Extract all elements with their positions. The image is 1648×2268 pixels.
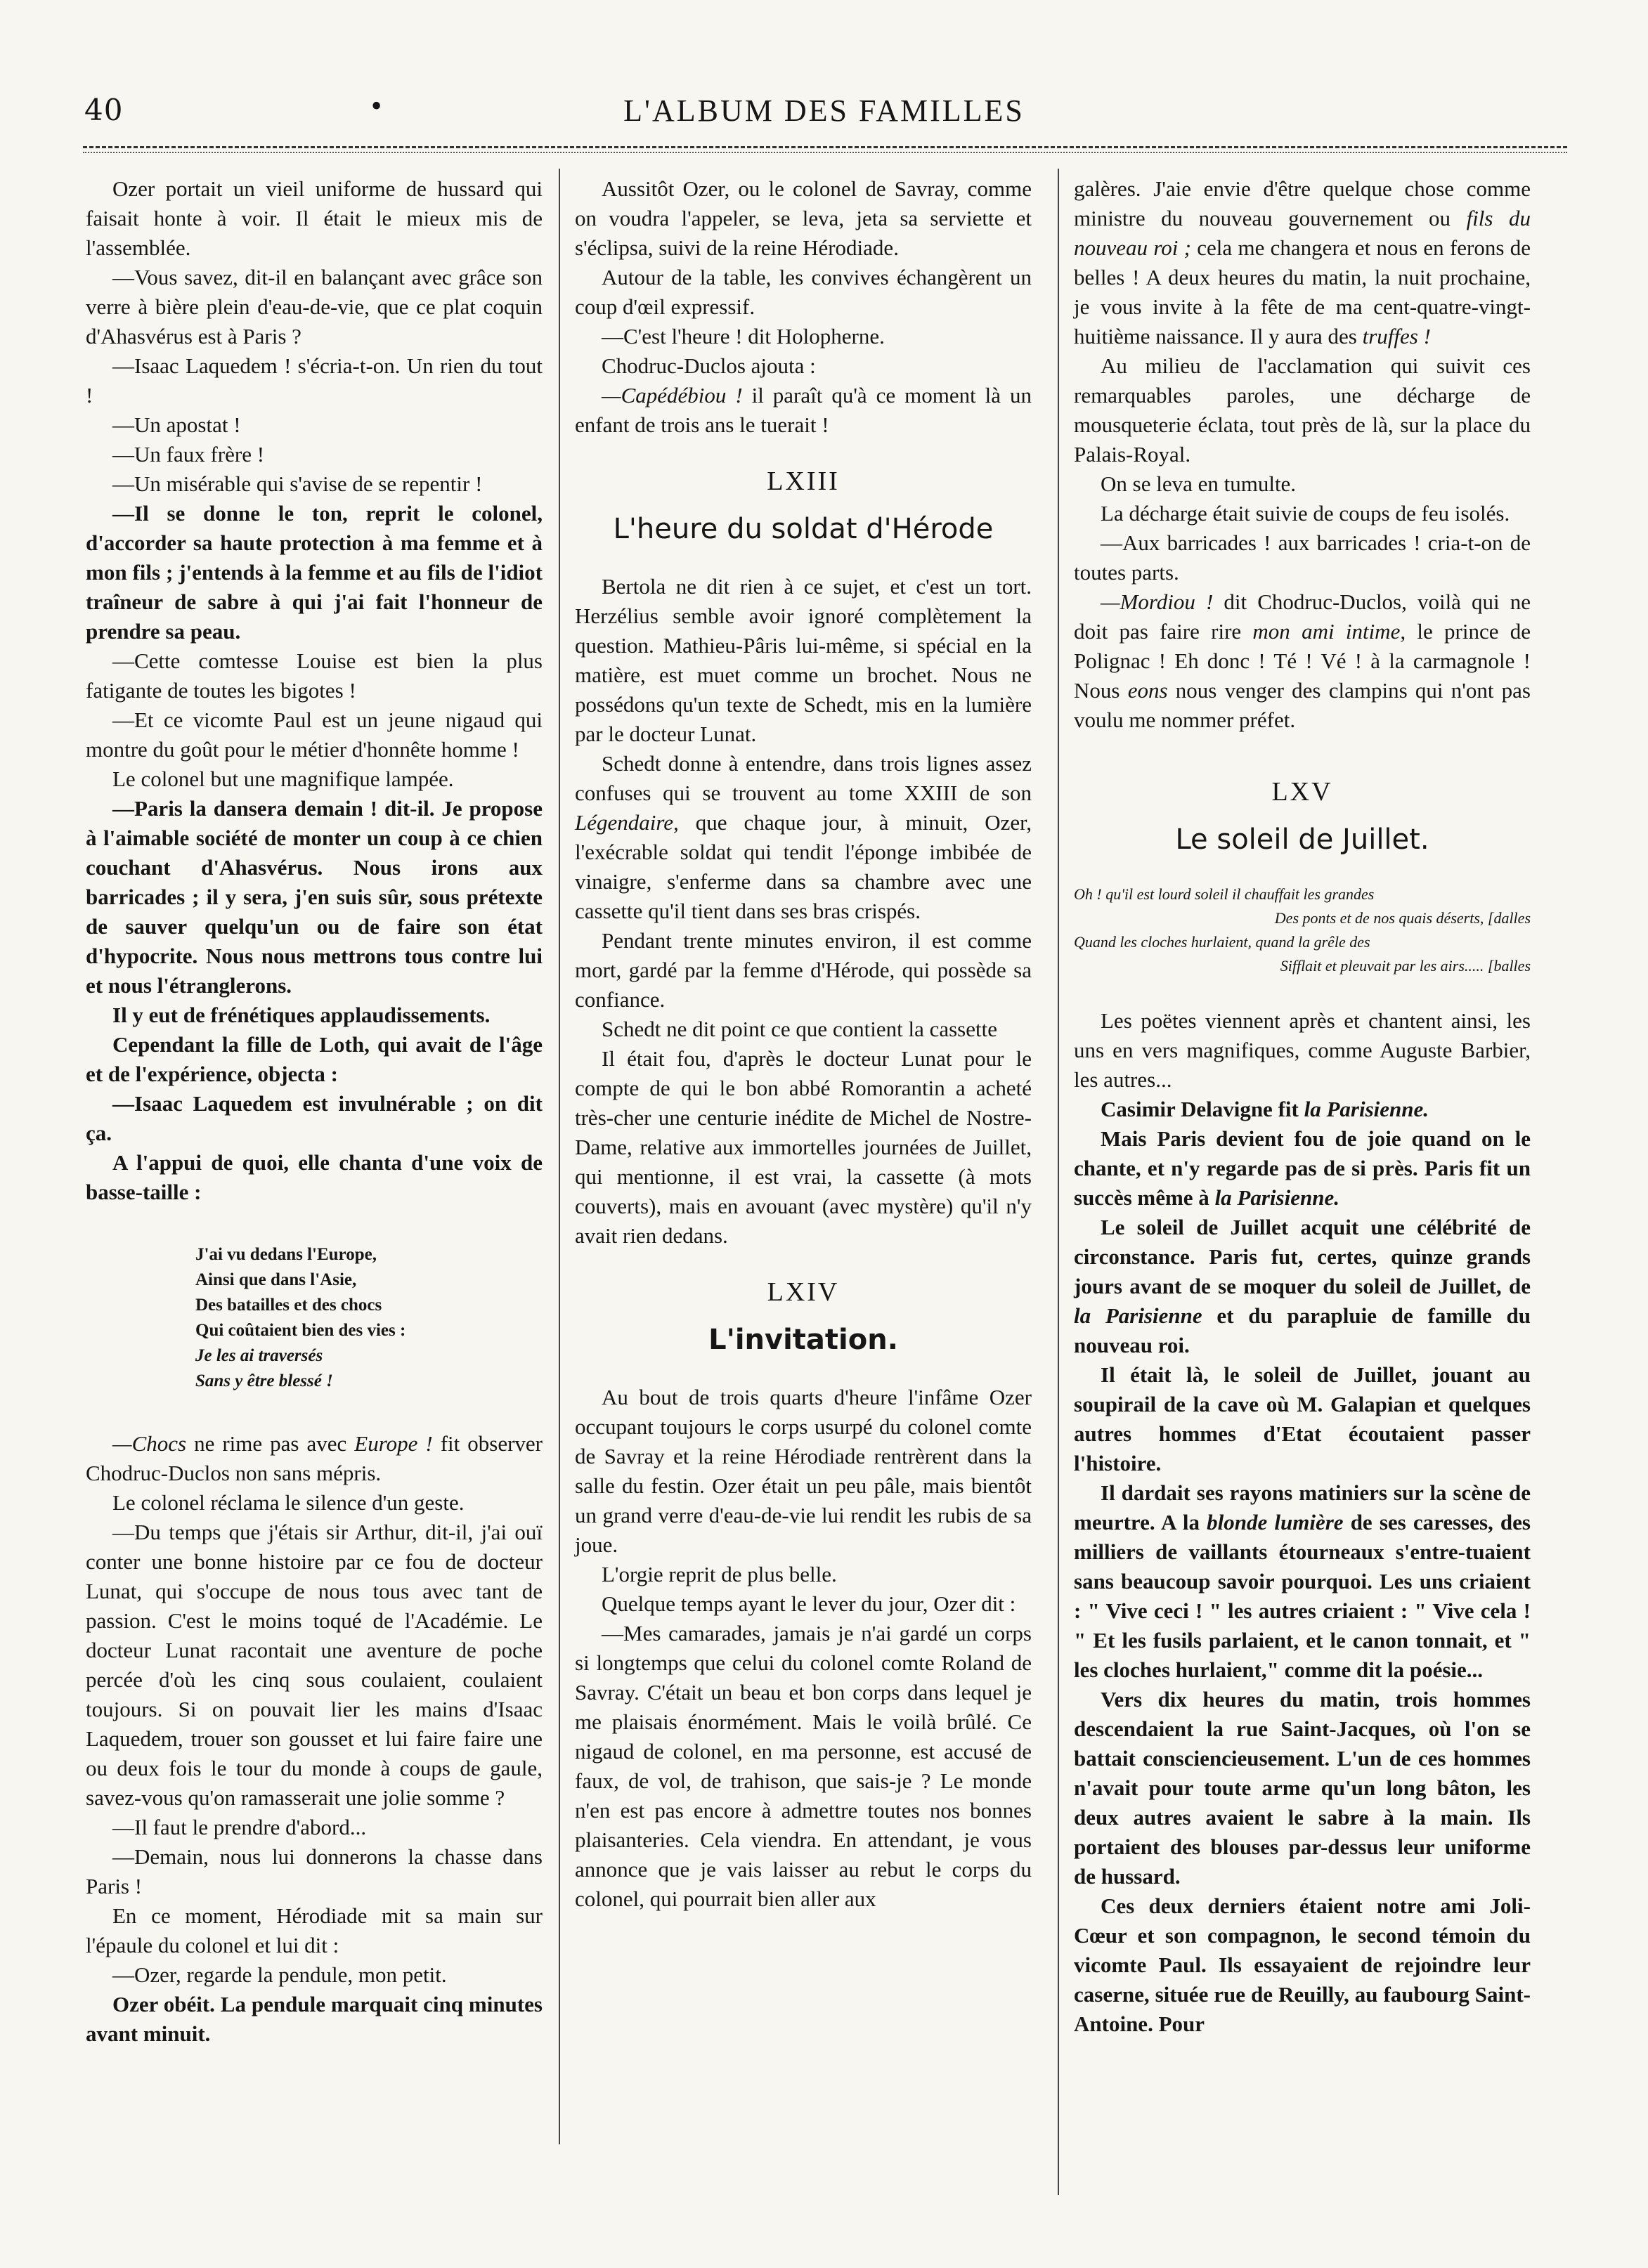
text-run: ne rime pas avec [186, 1431, 355, 1456]
column-divider-1 [559, 169, 560, 2144]
paragraph [1074, 174, 1531, 351]
text-run: il paraît qu'à ce moment là un enfant de trois ans le tuerait ! [575, 383, 1032, 437]
text-run: mon ami intime, [1252, 619, 1406, 644]
verse-line: Oh ! qu'il est lourd soleil il chauffait les grandes [1074, 885, 1375, 903]
paragraph [1074, 587, 1531, 735]
paragraph: Vers dix heures du matin, trois hommes descendaient la rue Saint-Jacques, où l'on se battait consciencieusement. L'un de ces hommes n'avait pour toute arme qu'un long bâton, les deux autres avaient le sabre à la main. Ils portaient des blouses par-dessus leur uniforme de hussard. [1074, 1687, 1531, 1889]
column-divider-2 [1058, 169, 1059, 2195]
paragraph: —Mes camarades, jamais je n'ai gardé un corps si longtemps que celui du colonel comte Roland de Savray. C'était un beau et bon corps dans lequel je me plaisais énormément. Mais le voilà brûlé. Ce nigaud de colonel, en ma personne, est accusé de faux, de vol, de trahison, que sais-je ? Le monde n'en est pas encore à admettre toutes nos bonnes plaisanteries. Cela viendra. En attendant, je vous annonce que je vais laisser au rebut le corps du colonel, qui pourrait bien aller aux [575, 1621, 1032, 1911]
verse-line: Des batailles et des chocs [195, 1296, 382, 1315]
paragraph [1074, 1095, 1531, 1124]
page-number: 40 [84, 93, 124, 127]
paragraph [1074, 1124, 1531, 1213]
text-run: et du parapluie de famille du nouveau roi. [1074, 1303, 1531, 1357]
paragraph: En ce moment, Hérodiade mit sa main sur l'épaule du colonel et lui dit : [86, 1903, 543, 1957]
verse-line: Sans y être blessé ! [195, 1371, 333, 1390]
paragraph: Quelque temps ayant le lever du jour, Ozer dit : [602, 1591, 1016, 1616]
paragraph: Pendant trente minutes environ, il est comme mort, gardé par la femme d'Hérode, qui possède sa confiance. [575, 928, 1032, 1012]
paragraph: Il était là, le soleil de Juillet, jouant au soupirail de la cave où M. Galapian et quelques autres hommes d'Etat écoutaient passer l'histoire. [1074, 1362, 1531, 1475]
text-run: le prince de Polignac ! Eh donc ! Té ! Vé ! à la carmagnole ! Nous [1074, 619, 1531, 703]
paragraph: —Il se donne le ton, reprit le colonel, d'accorder sa haute protection à ma femme et à mon fils ; j'entends à la femme et au fils de l'idiot traîneur de sabre à qui j'ai fait l'honneur de prendre sa peau. [86, 501, 543, 644]
paragraph: —Un misérable qui s'avise de se repentir ! [112, 471, 483, 496]
paragraph: —Un apostat ! [112, 412, 241, 437]
text-run: truffes ! [1362, 324, 1431, 348]
paragraph: Aussitôt Ozer, ou le colonel de Savray, comme on voudra l'appeler, se leva, jeta sa serviette et s'éclipsa, suivi de la reine Hérodiade. [575, 176, 1032, 260]
text-run: que chaque jour, à minuit, Ozer, l'exécrable soldat qui tendit l'éponge imbibée de vinaigre, s'enferme dans sa chambre avec une cassette qu'il tient dans ses bras crispés. [575, 810, 1032, 923]
paragraph: —Vous savez, dit-il en balançant avec grâce son verre à bière plein d'eau-de-vie, que ce plat coquin d'Ahasvérus est à Paris ? [86, 265, 543, 348]
verse-line: Qui coûtaient bien des vies : [195, 1321, 406, 1340]
paragraph: Cependant la fille de Loth, qui avait de l'âge et de l'expérience, objecta : [86, 1032, 543, 1086]
text-run: de ses caresses, des milliers de vaillants étourneaux s'entre-tuaient sans beaucoup savoir pourquoi. Les uns criaient : " Vive ceci ! " les autres criaient : " Vive cela ! " Et les fusils parlaient, et le canon tonnait, et " les cloches hurlaient," comme dit la poésie... [1074, 1510, 1531, 1682]
text-run: la Parisienne [1074, 1303, 1202, 1328]
text-run: la Parisienne. [1214, 1185, 1339, 1210]
text-run: Europe ! [354, 1431, 433, 1456]
paragraph [86, 1429, 543, 1488]
paragraph: —Ozer, regarde la pendule, mon petit. [112, 1962, 447, 1987]
paragraph: Au bout de trois quarts d'heure l'infâme Ozer occupant toujours le corps usurpé du colonel comte de Savray et la reine Hérodiade rentrèrent dans la salle du festin. Ozer était un peu pâle, mais bientôt un grand verre d'eau-de-vie lui rendit les rubis de sa joue. [575, 1385, 1032, 1557]
verse-line: Quand les cloches hurlaient, quand la grêle des [1074, 933, 1370, 951]
paragraph: Ozer portait un vieil uniforme de hussard qui faisait honte à voir. Il était le mieux mis de l'assemblée. [86, 176, 543, 260]
text-run: fit observer Chodruc-Duclos non sans mépris. [86, 1431, 543, 1485]
paragraph: La décharge était suivie de coups de feu isolés. [1101, 501, 1510, 526]
chapter-number: LXIV [767, 1277, 840, 1307]
header-bullet: • [369, 93, 385, 122]
verse-line: Je les ai traversés [195, 1346, 323, 1365]
text-run: Casimir Delavigne fit [1101, 1097, 1304, 1121]
text-run: cela me changera et nous en ferons de belles ! A deux heures du matin, la nuit prochaine, je vous invite à la fête de ma cent-quatre-vingt-huitième naissance. Il y aura des [1074, 235, 1531, 348]
verse-line: Ainsi que dans l'Asie, [195, 1270, 357, 1289]
chapter-number: LXIII [767, 467, 840, 496]
text-run: la Parisienne. [1304, 1097, 1429, 1121]
paragraph: Schedt ne dit point ce que contient la cassette [602, 1017, 997, 1041]
paragraph: —Cette comtesse Louise est bien la plus fatigante de toutes les bigotes ! [86, 649, 543, 703]
paragraph: —Paris la dansera demain ! dit-il. Je propose à l'aimable société de monter un coup à ce chien couchant d'Ahasvérus. Nous irons aux barricades ; il y sera, j'en suis sûr, sous prétexte de sauver quelqu'un ou de faire son état d'hypocrite. Nous nous mettrons tous contre lui et nous l'étranglerons. [86, 796, 543, 998]
verse-line: Sifflait et pleuvait par les airs..... [balles [1280, 957, 1531, 975]
text-run: galères. J'aie envie d'être quelque chose comme ministre du nouveau gouvernement ou [1074, 176, 1531, 230]
paragraph: Ozer obéit. La pendule marquait cinq minutes avant minuit. [86, 1992, 543, 2046]
text-run: —Mordiou ! [1101, 589, 1214, 614]
paragraph: Il y eut de frénétiques applaudissements. [112, 1003, 491, 1027]
text-run: fils du nouveau roi ; [1074, 206, 1531, 260]
paragraph: A l'appui de quoi, elle chanta d'une voix de basse-taille : [86, 1150, 543, 1204]
paragraph: Bertola ne dit rien à ce sujet, et c'est un tort. Herzélius semble avoir ignoré complètement la question. Mathieu-Pâris lui-même, si spécial en la matière, est muet comme un brochet. Nous ne possédons qu'un texte de Schedt, mis en la lumière par le docteur Lunat. [575, 574, 1032, 746]
paragraph: Autour de la table, les convives échangèrent un coup d'œil expressif. [575, 265, 1032, 319]
chapter-number: LXV [1271, 777, 1333, 807]
text-run: eons [1127, 678, 1168, 703]
text-run: —Capédébiou ! [602, 383, 743, 408]
paragraph [575, 381, 1032, 440]
publication-title: L'ALBUM DES FAMILLES [623, 93, 1025, 128]
paragraph: —C'est l'heure ! dit Holopherne. [602, 324, 885, 348]
text-run: Le soleil de Juillet acquit une célébrité de circonstance. Paris fut, certes, quinze grands jours avant de se moquer du soleil de Juillet, de [1074, 1215, 1531, 1298]
song-verse [195, 1242, 543, 1394]
header-rule-secondary [83, 152, 1567, 153]
text-run: blonde lumière [1207, 1510, 1344, 1534]
column-1 [86, 174, 543, 2049]
paragraph: Ces deux derniers étaient notre ami Joli-Cœur et son compagnon, le second témoin du vicomte Paul. Ils essayaient de rejoindre leur caserne, située rue de Reuilly, au faubourg Saint-Antoine. Pour [1074, 1894, 1531, 2036]
text-run: nous venger des clampins qui n'ont pas voulu me nommer préfet. [1074, 678, 1531, 732]
paragraph: Les poëtes viennent après et chantent ainsi, les uns en vers magnifiques, comme Auguste Barbier, les autres... [1074, 1008, 1531, 1092]
column-2 [575, 174, 1032, 1914]
header-rule [83, 146, 1567, 148]
paragraph: —Du temps que j'étais sir Arthur, dit-il, j'ai ouï conter une bonne histoire par ce fou de docteur Lunat, qui s'occupe de nous tous avec tant de passion. C'est le moins toqué de l'Académie. Le docteur Lunat racontait une aventure de poche percée d'où les cinq sous coulaient, coulaient toujours. Si on pouvait lier les mains d'Isaac Laquedem, trouer son gousset et lui faire faire une ou deux fois le tour du monde à coups de gaule, savez-vous qu'on ramasserait une jolie somme ? [86, 1520, 543, 1810]
verse-line: Des ponts et de nos quais déserts, [dalles [1274, 909, 1531, 927]
paragraph: Il était fou, d'après le docteur Lunat pour le compte de qui le bon abbé Romorantin a acheté très-cher une centurie inédite de Michel de Nostre-Dame, relative aux immortelles journées de Juillet, qui mentionne, il est vrai, la cassette (à mots couverts), mais en avouant (avec mystère) qu'il n'y avait rien dedans. [575, 1046, 1032, 1248]
paragraph: Au milieu de l'acclamation qui suivit ces remarquables paroles, une décharge de mousqueterie éclata, tout près de là, sur la place du Palais-Royal. [1074, 353, 1531, 467]
poem-epigraph [1074, 882, 1531, 978]
paragraph [1074, 1478, 1531, 1685]
text-run: dit Chodruc-Duclos, voilà qui ne doit pas faire rire [1074, 589, 1531, 644]
paragraph: —Isaac Laquedem ! s'écria-t-on. Un rien du tout ! [86, 353, 543, 408]
paragraph: —Il faut le prendre d'abord... [112, 1815, 367, 1839]
text-run: —Chocs [112, 1431, 187, 1456]
text-run: Il dardait ses rayons matiniers sur la scène de meurtre. A la [1074, 1480, 1531, 1534]
text-run: Légendaire, [575, 810, 679, 835]
paragraph: Le colonel réclama le silence d'un geste. [112, 1490, 465, 1515]
paragraph: —Isaac Laquedem est invulnérable ; on dit ça. [86, 1091, 543, 1145]
text-run: Schedt donne à entendre, dans trois lignes assez confuses qui se trouvent au tome XXIII de son [575, 751, 1032, 805]
paragraph: Chodruc-Duclos ajouta : [602, 353, 816, 378]
verse-line: J'ai vu dedans l'Europe, [195, 1245, 377, 1264]
chapter-title: L'invitation. [708, 1324, 898, 1356]
chapter-title: Le soleil de Juillet. [1175, 823, 1429, 856]
chapter-title: L'heure du soldat d'Hérode [613, 513, 994, 545]
paragraph: —Un faux frère ! [112, 442, 265, 467]
paragraph [575, 749, 1032, 926]
paragraph: L'orgie reprit de plus belle. [602, 1562, 837, 1586]
paragraph: —Demain, nous lui donnerons la chasse dans Paris ! [86, 1844, 543, 1898]
paragraph: —Et ce vicomte Paul est un jeune nigaud qui montre du goût pour le métier d'honnête homme ! [86, 708, 543, 762]
paragraph [1074, 1213, 1531, 1360]
paragraph: Le colonel but une magnifique lampée. [112, 767, 454, 791]
column-3 [1074, 174, 1531, 2039]
paragraph: On se leva en tumulte. [1101, 471, 1297, 496]
text-run: Mais Paris devient fou de joie quand on le chante, et n'y regarde pas de si près. Paris fit un succès même à [1074, 1126, 1531, 1210]
paragraph: —Aux barricades ! aux barricades ! cria-t-on de toutes parts. [1074, 530, 1531, 585]
